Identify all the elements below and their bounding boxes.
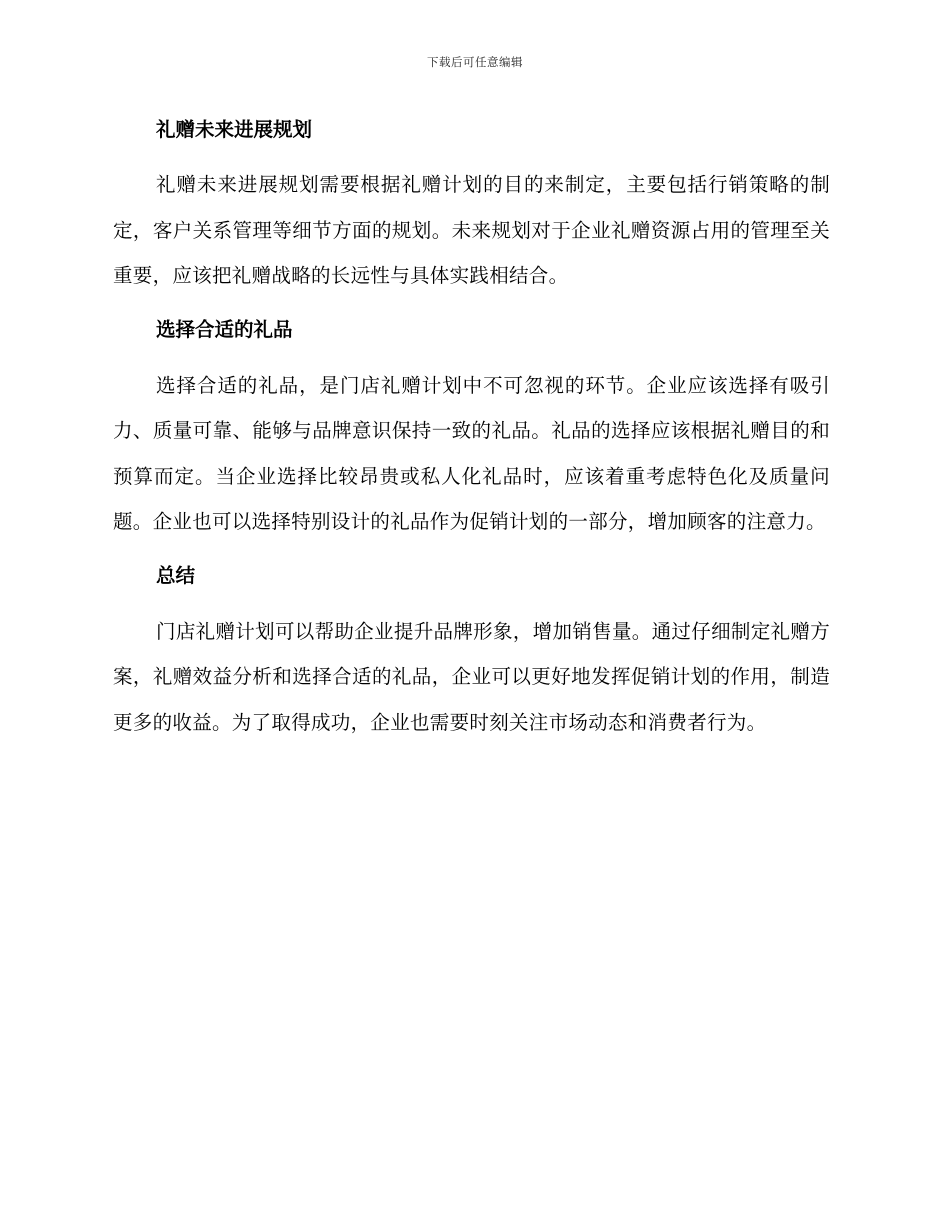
paragraph-summary: 门店礼赠计划可以帮助企业提升品牌形象，增加销售量。通过仔细制定礼赠方案，礼赠效益分析和选择合适的礼品，企业可以更好地发挥促销计划的作用，制造更多的收益。为了取得成功，企业也需要时刻关注市场动态和消费者行为。 <box>113 619 830 734</box>
page-header: 下载后可任意编辑 <box>427 55 523 69</box>
paragraph-future-planning: 礼赠未来进展规划需要根据礼赠计划的目的来制定，主要包括行销策略的制定，客户关系管理等细节方面的规划。未来规划对于企业礼赠资源占用的管理至关重要，应该把礼赠战略的长远性与具体实践相结合。 <box>113 173 830 287</box>
section-heading-future-planning: 礼赠未来进展规划 <box>156 118 313 141</box>
section-heading-summary: 总结 <box>156 563 196 587</box>
paragraph-choose-gifts: 选择合适的礼品，是门店礼赠计划中不可忽视的环节。企业应该选择有吸引力、质量可靠、能够与品牌意识保持一致的礼品。礼品的选择应该根据礼赠目的和预算而定。当企业选择比较昂贵或私人化礼品时，应该着重考虑特色化及质量问题。企业也可以选择特别设计的礼品作为促销计划的一部分，增加顾客的注意力。 <box>113 373 830 533</box>
document-body <box>113 112 830 745</box>
section-heading-choose-gifts: 选择合适的礼品 <box>156 317 293 341</box>
